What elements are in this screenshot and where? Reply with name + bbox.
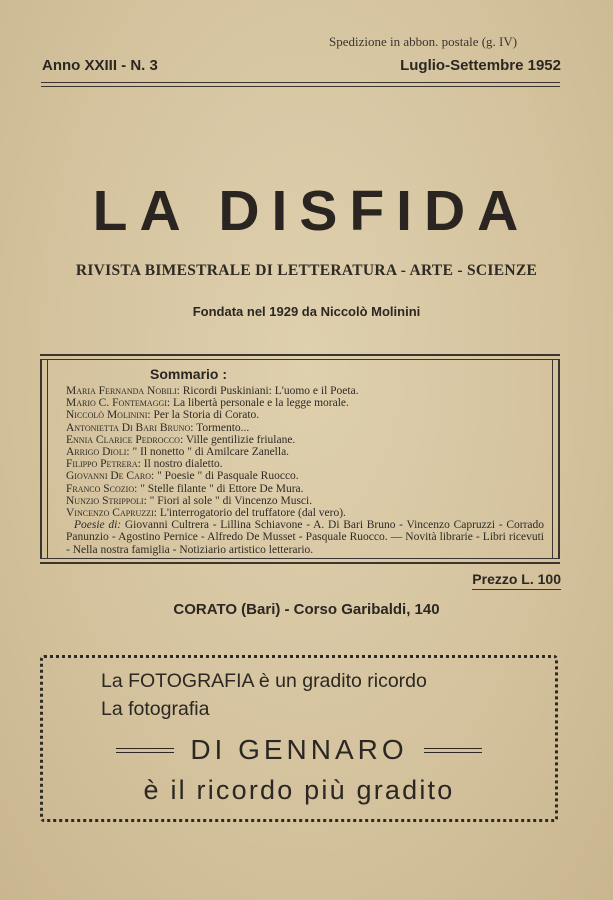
entry-author: Ennia Clarice Pedrocco: bbox=[66, 433, 184, 446]
poems-text: Giovanni Cultrera - Lillina Schiavone - A. Di Bari Bruno - Vincenzo Capruzzi - Corrado Panunzio - Agostino Pernice - Alfredo De Musset - Pasquale Ruocco. — Novità librarie - Libri ricevuti - Nella nostra famiglia - Notiziario artistico letterario. bbox=[66, 519, 544, 556]
contents-entry bbox=[66, 409, 544, 421]
entry-title: Per la Storia di Corato. bbox=[153, 409, 260, 422]
founding-note: Fondata nel 1929 da Niccolò Molinini bbox=[192, 304, 421, 319]
entry-author: Niccolò Molinini: bbox=[66, 409, 151, 422]
ad-name-row bbox=[43, 732, 555, 768]
entry-title: La libertà personale e la legge morale. bbox=[172, 397, 349, 410]
contents-entry bbox=[66, 470, 544, 482]
entry-title: Ricordi Puskiniani: L'uomo e il Poeta. bbox=[182, 385, 359, 397]
entry-title: L'interrogatorio del truffatore (dal vero). bbox=[159, 507, 346, 520]
magazine-subtitle: RIVISTA BIMESTRALE DI LETTERATURA - ARTE - SCIENZE bbox=[75, 262, 538, 279]
entry-author: Franco Scozio: bbox=[66, 482, 138, 495]
contents-heading: Sommario : bbox=[150, 366, 228, 382]
advertisement-box bbox=[40, 655, 558, 822]
contents-entry bbox=[66, 385, 544, 397]
entry-title: " Poesie " di Pasquale Ruocco. bbox=[157, 470, 299, 483]
entry-title: Il nostro dialetto. bbox=[143, 458, 223, 471]
poems-entry bbox=[66, 519, 544, 556]
entry-title: Ville gentilizie friulane. bbox=[185, 433, 296, 446]
entry-author: Filippo Petrera: bbox=[66, 458, 141, 471]
ad-right-double-rule bbox=[424, 748, 482, 753]
entry-author: Giovanni De Caro: bbox=[66, 470, 155, 483]
contents-frame bbox=[40, 359, 560, 559]
table-of-contents bbox=[40, 354, 560, 564]
issue-number: Anno XXIII - N. 3 bbox=[42, 57, 158, 74]
entry-author: Vincenzo Capruzzi: bbox=[66, 507, 157, 520]
ad-photographer-name: DI GENNARO bbox=[190, 734, 408, 765]
entry-author: Nunzio Strippoli: bbox=[66, 494, 147, 507]
contents-entry bbox=[66, 458, 544, 470]
entry-author: Antonietta Di Bari Bruno: bbox=[66, 421, 194, 434]
ad-line-1: La FOTOGRAFIA è un gradito ricordo bbox=[101, 670, 427, 692]
entry-author: Maria Fernanda Nobili: bbox=[66, 385, 180, 397]
header-rule-top bbox=[41, 82, 560, 83]
ad-left-double-rule bbox=[116, 748, 174, 753]
price-label: Prezzo L. 100 bbox=[472, 571, 561, 590]
ad-line-3: è il ricordo più gradito bbox=[143, 775, 455, 805]
contents-entry bbox=[66, 422, 544, 434]
shipping-note: Spedizione in abbon. postale (g. IV) bbox=[329, 34, 518, 49]
entry-author: Mario C. Fontemaggi: bbox=[66, 397, 171, 410]
issue-date: Luglio-Settembre 1952 bbox=[400, 57, 561, 74]
entry-title: Tormento... bbox=[196, 421, 250, 434]
contents-entry bbox=[66, 507, 544, 519]
contents-entry bbox=[66, 397, 544, 409]
entry-title: " Fiori al sole " di Vincenzo Musci. bbox=[149, 494, 313, 507]
ad-line-2: La fotografia bbox=[101, 698, 210, 720]
contents-entry bbox=[66, 495, 544, 507]
entry-title: " Il nonetto " di Amilcare Zanella. bbox=[132, 446, 290, 459]
magazine-title: LA DISFIDA bbox=[92, 179, 531, 243]
contents-list bbox=[66, 385, 544, 556]
header-rule-bottom bbox=[41, 86, 560, 87]
publisher-address: CORATO (Bari) - Corso Garibaldi, 140 bbox=[173, 601, 440, 618]
contents-entry bbox=[66, 446, 544, 458]
contents-entry bbox=[66, 483, 544, 495]
entry-author: Arrigo Dioli: bbox=[66, 446, 130, 459]
poems-lead: Poesie di: bbox=[74, 519, 122, 532]
entry-title: " Stelle filante " di Ettore De Mura. bbox=[140, 482, 304, 495]
contents-entry bbox=[66, 434, 544, 446]
